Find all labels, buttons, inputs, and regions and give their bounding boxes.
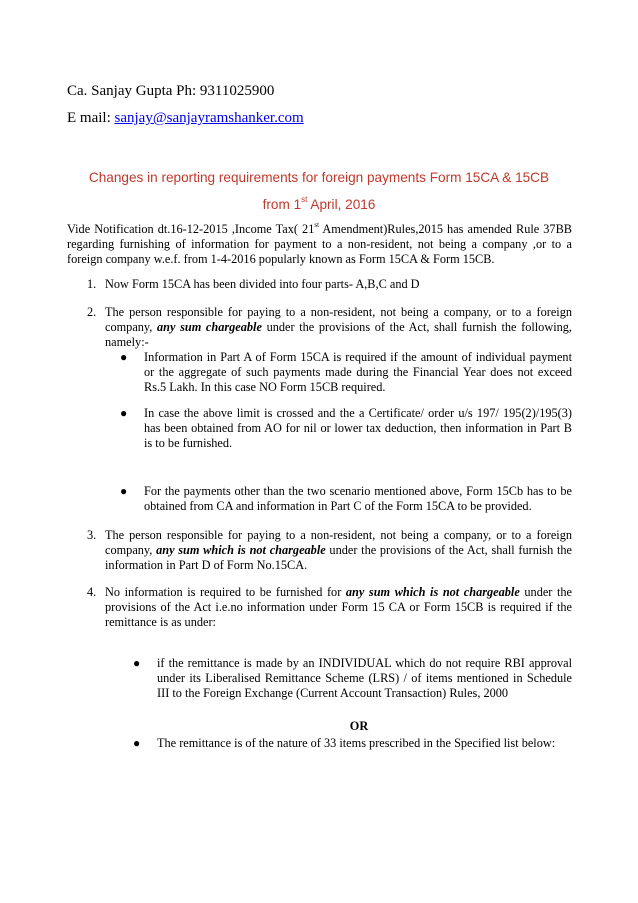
emphasis-text: any sum chargeable xyxy=(157,320,262,334)
bullet-text: Information in Part A of Form 15CA is required if the amount of individual payment or the aggregate of such payments made during the Financial Year does not exceed Rs.5 Lakh. In this case NO Form 15CB required. xyxy=(144,350,572,394)
list-item-text: under the provisions of the Act i.e.no information under Form 15 CA or Form 15CB is required if the remittance is as under: xyxy=(105,585,573,629)
bullet-text: The remittance is of the nature of 33 items prescribed in the Specified list below: xyxy=(157,736,556,750)
bullet-icon: ● xyxy=(133,656,141,670)
email-line xyxy=(67,109,304,127)
intro-paragraph xyxy=(67,222,572,267)
bullet-icon: ● xyxy=(133,736,141,750)
bullet-icon: ● xyxy=(120,350,128,364)
list-item-text: The person responsible for paying to a non-resident, not being a company, or to a foreign company, xyxy=(105,305,572,334)
list-item-text: under the provisions of the Act, shall furnish the following, namely:- xyxy=(105,320,572,349)
list-item-3 xyxy=(87,528,572,573)
email-link[interactable]: sanjay@sanjayramshanker.com xyxy=(114,110,304,126)
bullet-text: if the remittance is made by an INDIVIDUAL which do not require RBI approval under its Liberalised Remittance Scheme (LRS) / of items mentioned in Schedule III to the Foreign Exchange (Current Account Transaction) Rules, 2000 xyxy=(157,656,572,700)
bullet-item xyxy=(120,406,572,451)
list-item-4 xyxy=(87,585,573,630)
intro-pre: Vide Notification dt.16-12-2015 ,Income Tax( 21 xyxy=(67,222,315,236)
author-name-phone: Ca. Sanjay Gupta Ph: 9311025900 xyxy=(67,83,275,99)
bullet-text: For the payments other than the two scenario mentioned above, Form 15Cb has to be obtained from CA and information in Part C of the Form 15CA to be provided. xyxy=(144,484,572,513)
bullet-item xyxy=(120,484,572,514)
list-item-2 xyxy=(87,305,572,350)
document-title: Changes in reporting requirements for foreign payments Form 15CA & 15CB xyxy=(88,170,550,185)
bullet-icon: ● xyxy=(120,406,128,420)
email-label: E mail: xyxy=(67,110,115,126)
bullet-item xyxy=(120,350,572,395)
list-item-text: under the provisions of the Act, shall furnish the information in Part D of Form No.15CA. xyxy=(105,543,572,572)
emphasis-text: any sum which is not chargeable xyxy=(345,585,520,599)
list-item-text: Now Form 15CA has been divided into four parts- A,B,C and D xyxy=(105,277,420,291)
intro-post: Amendment)Rules,2015 has amended Rule 37BB regarding furnishing of information for payment to a non-resident, not being a company ,or to a foreign company w.e.f. from 1-4-2016 popularly known as Form 15CA & Form 15CB. xyxy=(67,222,572,266)
list-item-text: No information is required to be furnished for xyxy=(105,585,346,599)
list-item-text: The person responsible for paying to a non-resident, not being a company, or to a foreign company, xyxy=(105,528,572,557)
bullet-icon: ● xyxy=(120,484,128,498)
list-number: 4. xyxy=(87,585,97,599)
subtitle-post: April, 2016 xyxy=(307,197,376,212)
bullet-item xyxy=(133,736,572,751)
list-number: 3. xyxy=(87,528,97,542)
document-subtitle xyxy=(0,196,638,214)
emphasis-text: any sum which is not chargeable xyxy=(156,543,326,557)
bullet-text: In case the above limit is crossed and the a Certificate/ order u/s 197/ 195(2)/195(3) has been obtained from AO for nil or lower tax deduction, then information in Part B is to be furnished. xyxy=(144,406,572,450)
list-number: 2. xyxy=(87,305,97,319)
subtitle-pre: from 1 xyxy=(262,197,302,212)
intro-sup: st xyxy=(314,221,320,229)
list-item-1 xyxy=(87,277,572,292)
subtitle-sup: st xyxy=(301,195,308,204)
or-separator: OR xyxy=(349,719,369,733)
list-number: 1. xyxy=(87,277,97,291)
bullet-item xyxy=(133,656,572,701)
